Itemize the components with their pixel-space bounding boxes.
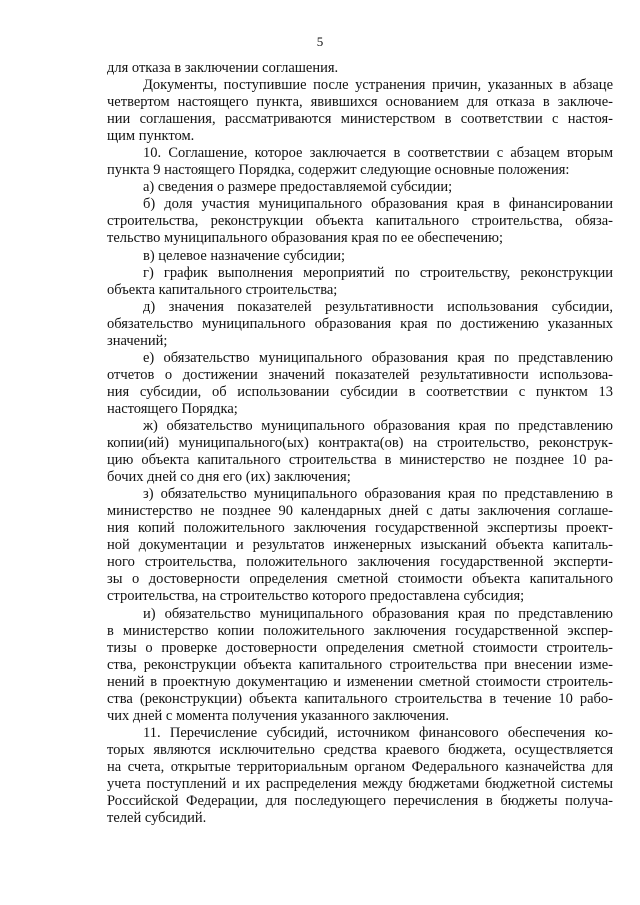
text-line: 11. Перечисление субсидий, источником финансового обеспечения ко- xyxy=(143,724,613,741)
text-line: копии(ий) муниципального(ых) контракта(ов) на строительство, реконструк- xyxy=(107,435,613,452)
text-line: ж) обязательство муниципального образования края по представлению xyxy=(143,417,613,434)
text-line: обязательство муниципального образования края по достижению указанных xyxy=(107,315,613,332)
page-number: 5 xyxy=(316,34,324,49)
text-line: з) обязательство муниципального образования края по представлению в xyxy=(143,486,613,503)
text-line: и) обязательство муниципального образования края по представлению xyxy=(143,605,613,622)
text-line: ства (реконструкции) объекта капитального строительства в течение 10 рабо- xyxy=(107,690,613,707)
text-line: цию объекта капитального строительства в министерство не позднее 10 ра- xyxy=(107,452,613,469)
text-line: в министерство копии положительного заключения государственной экспер- xyxy=(107,622,613,639)
text-line: б) доля участия муниципального образования края в финансировании xyxy=(143,196,613,213)
text-line: настоящего Порядка; xyxy=(107,400,238,417)
text-line: в) целевое назначение субсидии; xyxy=(143,247,346,264)
text-line: щим пунктом. xyxy=(107,128,195,145)
text-line: торых являются исключительно средства краевого бюджета, осуществляется xyxy=(107,741,613,758)
document-body xyxy=(107,60,613,827)
text-line: значений; xyxy=(107,332,168,349)
text-line: на счета, открытые территориальным органом Федерального казначейства для xyxy=(107,758,613,775)
text-line: учета поступлений и их распределения между бюджетами бюджетной системы xyxy=(107,775,613,792)
text-line: ния копий положительного заключения государственной экспертизы проект- xyxy=(107,520,613,537)
text-line: строительства, реконструкции объекта капитального строительства, обяза- xyxy=(107,213,613,230)
text-line: строительства, на строительство которого предоставлена субсидия; xyxy=(107,588,525,605)
text-line: ства, реконструкции объекта капитального строительства при внесении изме- xyxy=(107,656,613,673)
text-line: 10. Соглашение, которое заключается в соответствии с абзацем вторым xyxy=(143,145,613,162)
text-line: ния субсидии, об использовании субсидии в соответствии с пунктом 13 xyxy=(107,383,613,400)
text-line: тизы о проверке достоверности определения сметной стоимости строитель- xyxy=(107,639,613,656)
text-line: для отказа в заключении соглашения. xyxy=(107,60,339,76)
text-line: ной документации и результатов инженерных изысканий объекта капиталь- xyxy=(107,537,613,554)
text-line: бочих дней со дня его (их) заключения; xyxy=(107,469,351,486)
text-line: ного строительства, положительного заключения государственной эксперти- xyxy=(107,554,613,571)
text-line: четвертом настоящего пункта, явившихся основанием для отказа в заключе- xyxy=(107,94,613,111)
text-line: Документы, поступившие после устранения причин, указанных в абзаце xyxy=(143,77,613,94)
text-line: объекта капитального строительства; xyxy=(107,281,338,298)
text-line: министерство не позднее 90 календарных дней с даты заключения соглаше- xyxy=(107,503,613,520)
text-line: пункта 9 настоящего Порядка, содержит следующие основные положения: xyxy=(107,162,570,179)
text-line: Российской Федерации, для последующего перечисления в бюджеты получа- xyxy=(107,793,613,810)
text-line: нии соглашения, рассматриваются министерством в соответствии с настоя- xyxy=(107,111,613,128)
text-line: тельство муниципального образования края по ее обеспечению; xyxy=(107,230,504,247)
text-line: г) график выполнения мероприятий по строительству, реконструкции xyxy=(143,264,613,281)
text-line: д) значения показателей результативности использования субсидии, xyxy=(143,298,613,315)
text-line: нений в проектную документацию и изменении сметной стоимости строитель- xyxy=(107,673,613,690)
text-line: зы о достоверности определения сметной стоимости объекта капитального xyxy=(107,571,613,588)
text-line: е) обязательство муниципального образования края по представлению xyxy=(143,349,613,366)
text-line: а) сведения о размере предоставляемой субсидии; xyxy=(143,179,453,196)
text-line: телей субсидий. xyxy=(107,810,207,827)
text-line: отчетов о достижении значений показателей результативности использова- xyxy=(107,366,613,383)
text-line: чих дней с момента получения указанного заключения. xyxy=(107,707,450,724)
